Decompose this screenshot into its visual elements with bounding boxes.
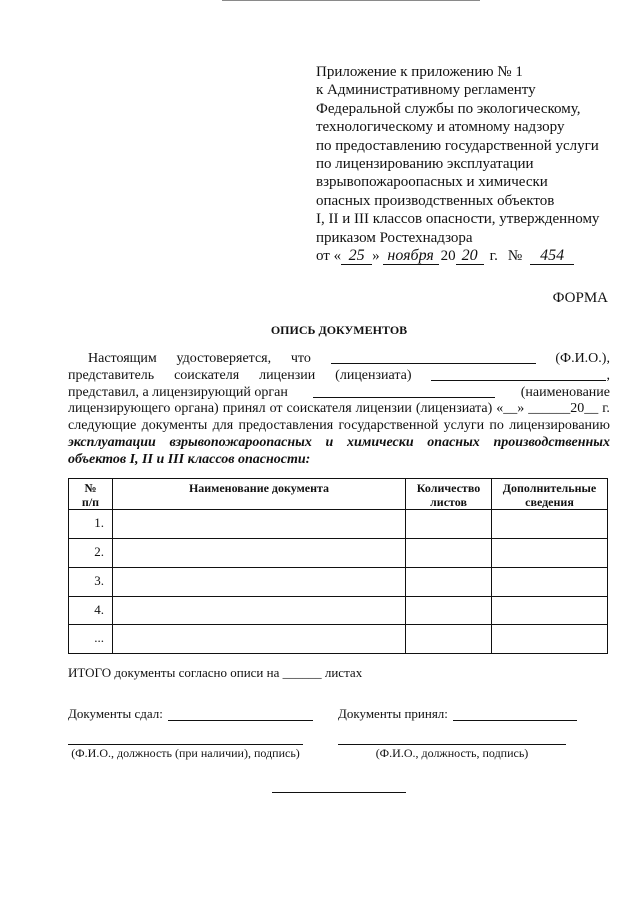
approval-line: технологическому и атомному надзору [316,119,565,136]
statement-line-3 [68,385,610,402]
additional-info-cell [492,625,608,654]
statement-word: государственной [338,418,439,434]
date-quote-close: » [372,247,380,264]
scan-edge-line [222,0,480,1]
statement-line-5 [68,418,610,435]
sheet-count-cell [406,568,492,597]
sheet-count-cell [406,625,492,654]
accepted-field [338,706,577,722]
representative-name-blank [331,353,536,364]
approval-line: Федеральной службы по экологическому, [316,100,581,117]
number-label: № [507,247,523,264]
approval-line: I, II и III классов опасности, утвержденному [316,211,600,228]
statement-word: по [489,418,504,434]
table-row [69,597,608,625]
approval-line: к Административному регламенту [316,82,536,99]
approval-date-line [316,247,599,265]
table-row [69,539,608,568]
handed-over-signature-line [68,744,303,745]
statement-word: принял [222,401,266,417]
accepted-caption: (Ф.И.О., должность, подпись) [375,746,529,760]
statement-word: представитель [68,367,155,383]
approval-line: по предоставлению государственной услуги [316,137,599,154]
statement-line-1 [68,351,610,368]
table-row [69,568,608,597]
header-number-line-2: п/п [81,495,100,509]
approval-reference-block [316,63,599,265]
approval-line: взрывопожароопасных и химически [316,174,548,191]
statement-line-6 [68,435,610,452]
handwritten-month: ноября [383,248,439,265]
row-number-cell: 4. [69,597,113,625]
sheet-count-cell [406,510,492,539]
statement-word: Настоящим [88,351,157,366]
accepted-blank [453,711,577,721]
statement-word: соискателя [286,401,352,417]
document-name-cell [113,625,406,654]
applicant-blank-group [431,368,610,385]
handed-over-caption: (Ф.И.О., должность (при наличии), подпись) [71,746,300,760]
sheet-count-cell [406,597,492,625]
applicant-name-blank [431,370,606,381]
statement-word: лицензирующего [68,401,171,417]
year-label: г. [489,247,498,264]
licensing-authority-blank [313,387,495,398]
statement-word: (Ф.И.О.), [555,351,610,366]
header-number [69,479,113,510]
approval-line: опасных производственных объектов [316,192,555,209]
date-prefix: от « [316,247,342,264]
header-additional-info-line-2: сведения [525,495,574,509]
statement-word: взрывопожароопасных [169,434,312,450]
header-additional-info-line-1: Дополнительные [502,481,597,495]
header-sheet-count [406,479,492,510]
header-sheet-count-line-2: листов [430,495,467,509]
approval-line: по лицензированию эксплуатации [316,155,534,172]
document-name-cell [113,597,406,625]
statement-word: документы [141,418,208,434]
table-row [69,510,608,539]
additional-info-cell [492,510,608,539]
bottom-rule [272,792,406,793]
approval-line: Приложение к приложению № 1 [316,64,523,80]
row-number-cell: 3. [69,568,113,597]
statement-word: лицензии [355,401,412,417]
statement-word: химически [347,434,414,450]
additional-info-cell [492,568,608,597]
statement-word: (лицензиата) [415,401,493,417]
accepted-signature-line [338,744,566,745]
statement-word: от [269,401,283,417]
header-additional-info [492,479,608,510]
handwritten-year: 20 [456,248,484,265]
date-month-year-blank: ______20__ [528,401,599,417]
statement-line-7 [68,452,610,469]
statement-word: услуги [443,418,485,434]
statement-word: лицензированию [509,418,610,434]
statement-word: и [325,434,334,450]
handed-over-field [68,706,313,722]
header-number-line-1: № [84,481,97,495]
statement-word: эксплуатации [68,434,156,450]
statement-word: следующие [68,418,137,434]
table-header-row [69,479,608,510]
handwritten-day: 25 [341,248,372,265]
statement-line-2 [68,368,610,385]
sheet-count-cell [406,539,492,568]
statement-word: г. [602,401,610,417]
statement-word: органа) [174,401,219,417]
document-name-cell [113,539,406,568]
statement-word: что [290,351,311,366]
table-row [69,625,608,654]
header-document-name-text: Наименование документа [188,481,330,495]
document-title: ОПИСЬ ДОКУМЕНТОВ [270,323,408,337]
header-sheet-count-line-1: Количество [416,481,481,495]
statement-word: лицензии [259,367,316,383]
year-prefix: 20 [440,247,456,264]
row-number-cell: ... [69,625,113,654]
statement-phrase: представил, а лицензирующий орган [68,384,288,400]
date-day-blank: «__» [496,401,525,417]
statement-word: для [212,418,234,434]
statement-paragraph [68,351,610,469]
header-document-name [113,479,406,510]
additional-info-cell [492,597,608,625]
form-label: ФОРМА [552,290,608,306]
row-number-cell: 2. [69,539,113,568]
statement-word: опасных [427,434,480,450]
statement-word: (лицензиата) [335,367,412,383]
approval-line: приказом Ростехнадзора [316,229,473,246]
row-number-cell: 1. [69,510,113,539]
statement-word: , [606,367,610,383]
handwritten-order-number: 454 [530,248,574,265]
additional-info-cell [492,539,608,568]
statement-phrase: объектов I, II и III классов опасности: [68,451,311,467]
statement-word: (наименование [520,384,610,400]
statement-line-4 [68,401,610,418]
document-name-cell [113,568,406,597]
total-sheets-line: ИТОГО документы согласно описи на ______ листах [68,665,363,680]
documents-inventory-table [68,478,608,654]
statement-word: предоставления [238,418,334,434]
document-name-cell [113,510,406,539]
statement-word: соискателя [174,367,240,383]
accepted-label: Документы принял: [338,706,448,721]
statement-word: удостоверяется, [176,351,272,366]
statement-word: производственных [493,434,610,450]
handed-over-blank [168,711,313,721]
handed-over-label: Документы сдал: [68,706,163,721]
